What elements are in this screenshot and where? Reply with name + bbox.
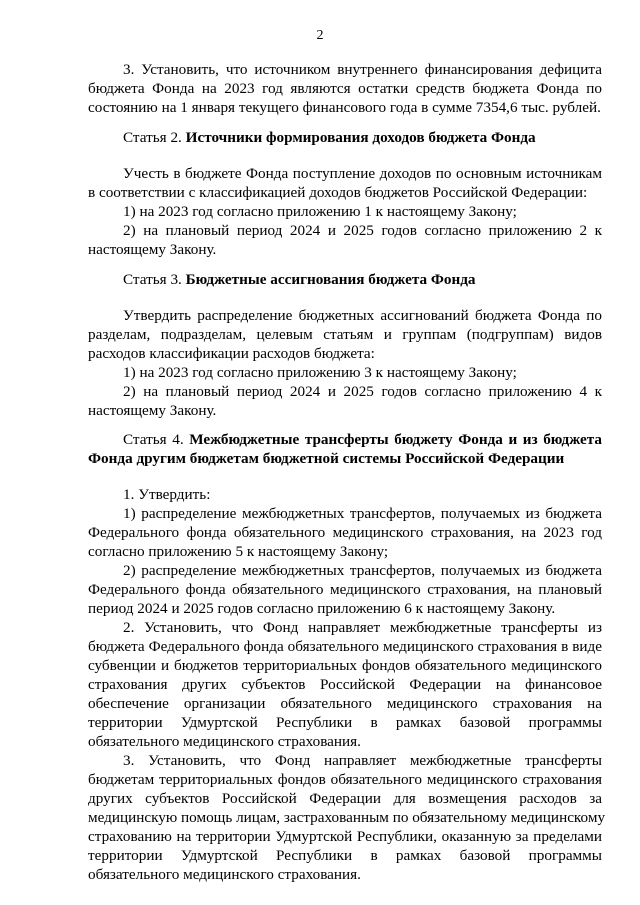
text-line: 1) на 2023 год согласно приложению 3 к настоящему Закону; xyxy=(123,364,517,381)
text-line: субвенции и бюджетов территориальных фондов обязательного медицинского xyxy=(88,657,602,674)
page-number: 2 xyxy=(316,28,324,43)
article-heading xyxy=(123,430,602,449)
text-line: обеспечение организации обязательного медицинского страхования на xyxy=(88,695,602,712)
article-title: Источники формирования доходов бюджета Фонда xyxy=(185,129,536,146)
text-line: 2) распределение межбюджетных трансфертов, получаемых из бюджета xyxy=(123,562,602,579)
text-line: бюджета Фонда на 2023 год являются остатки средств бюджета Фонда по xyxy=(88,80,602,97)
text-line: состоянию на 1 января текущего финансового года в сумме 7354,6 тыс. рублей. xyxy=(88,99,601,116)
text-line: настоящему Закону. xyxy=(88,241,217,258)
text-line: согласно приложению 5 к настоящему Закону; xyxy=(88,543,389,560)
article-number: Статья 3. xyxy=(123,271,182,288)
text-line: разделам, подразделам, целевым статьям и группам (подгруппам) видов xyxy=(88,326,602,343)
text-line: территории Удмуртской Республики в рамках базовой программы xyxy=(88,847,602,864)
text-line: 3. Установить, что источником внутреннего финансирования дефицита xyxy=(123,61,602,78)
text-line: 3. Установить, что Фонд направляет межбюджетные трансферты xyxy=(123,752,602,769)
article-title-continued: Фонда другим бюджетам бюджетной системы Российской Федерации xyxy=(88,450,565,467)
text-line: 2. Установить, что Фонд направляет межбюджетные трансферты из xyxy=(123,619,602,636)
text-line: Утвердить распределение бюджетных ассигнований бюджета Фонда по xyxy=(123,307,602,324)
text-line: бюджетам территориальных фондов обязательного медицинского страхования xyxy=(88,771,602,788)
text-line: медицинскую помощь лицам, застрахованным по обязательному медицинскому xyxy=(88,809,606,826)
text-line: страхованию на территории Удмуртской Республики, оказанную за пределами xyxy=(88,828,602,845)
text-line: Федерального фонда обязательного медицинского страхования, на плановый xyxy=(88,581,602,598)
text-line: настоящему Закону. xyxy=(88,402,217,419)
text-line: обязательного медицинского страхования. xyxy=(88,733,361,750)
text-line: 1) на 2023 год согласно приложению 1 к настоящему Закону; xyxy=(123,203,517,220)
text-line: Федерального фонда обязательного медицинского страхования, на 2023 год xyxy=(88,524,602,541)
text-line: 1) распределение межбюджетных трансфертов, получаемых из бюджета xyxy=(123,505,602,522)
article-title: Бюджетные ассигнования бюджета Фонда xyxy=(185,271,476,288)
text-line: расходов классификации расходов бюджета: xyxy=(88,345,375,362)
text-line: бюджета Федерального фонда обязательного медицинского страхования в виде xyxy=(88,638,602,655)
article-heading xyxy=(123,270,602,289)
text-line: обязательного медицинского страхования. xyxy=(88,866,361,883)
article-number: Статья 4. xyxy=(123,431,184,448)
article-number: Статья 2. xyxy=(123,129,182,146)
text-line: других субъектов Российской Федерации для возмещения расходов за xyxy=(88,790,602,807)
article-title: Межбюджетные трансферты бюджету Фонда и из бюджета xyxy=(189,431,602,448)
text-line: в соответствии с классификацией доходов бюджетов Российской Федерации: xyxy=(88,184,588,201)
text-line: 2) на плановый период 2024 и 2025 годов согласно приложению 4 к xyxy=(123,383,602,400)
text-line: Учесть в бюджете Фонда поступление доходов по основным источникам xyxy=(123,165,602,182)
text-line: 1. Утвердить: xyxy=(123,486,211,503)
text-line: период 2024 и 2025 годов согласно приложению 6 к настоящему Закону. xyxy=(88,600,556,617)
text-line: территории Удмуртской Республики в рамках базовой программы xyxy=(88,714,602,731)
text-line: 2) на плановый период 2024 и 2025 годов согласно приложению 2 к xyxy=(123,222,602,239)
text-line: страхования других субъектов Российской Федерации на финансовое xyxy=(88,676,602,693)
article-heading xyxy=(123,128,602,147)
